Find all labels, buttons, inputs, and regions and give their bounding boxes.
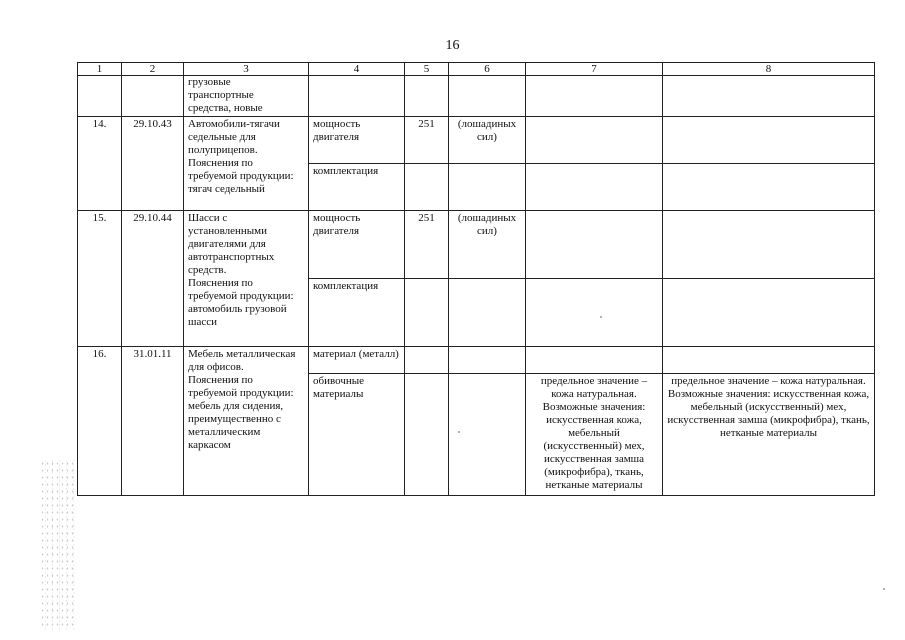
characteristic-name: обивочные материалы xyxy=(309,374,405,496)
table-row xyxy=(78,347,875,374)
cell-empty xyxy=(663,279,875,347)
cell-empty xyxy=(405,164,449,211)
column-number: 2 xyxy=(122,63,184,76)
unit-name: (лошадиных сил) xyxy=(449,211,526,279)
column-number: 6 xyxy=(449,63,526,76)
desc-line: средства, новые xyxy=(188,102,263,114)
unit-code: 251 xyxy=(405,211,449,279)
desc-paragraph: Пояснения по требуемой продукции: мебель для сидения, преимущественно с металлическим каркасом xyxy=(188,374,294,451)
table-row xyxy=(78,211,875,279)
cell-empty xyxy=(526,211,663,279)
cell-empty xyxy=(663,117,875,164)
characteristic-name: комплектация xyxy=(309,164,405,211)
table-row xyxy=(78,76,875,117)
cell-empty xyxy=(405,374,449,496)
column-number: 5 xyxy=(405,63,449,76)
desc-paragraph: Пояснения по требуемой продукции: автомобиль грузовой шасси xyxy=(188,277,294,328)
scan-speck xyxy=(883,588,885,590)
cell-empty xyxy=(449,374,526,496)
column-number: 8 xyxy=(663,63,875,76)
characteristic-name: мощность двигателя xyxy=(309,211,405,279)
cell-empty xyxy=(405,279,449,347)
continuation-description xyxy=(184,76,309,117)
cell-empty xyxy=(663,347,875,374)
cell-empty xyxy=(663,211,875,279)
characteristic-name: материал (металл) xyxy=(309,347,405,374)
cell-empty xyxy=(405,347,449,374)
product-description xyxy=(184,347,309,496)
column-number: 3 xyxy=(184,63,309,76)
cell-empty xyxy=(526,76,663,117)
limit-value-col7: предельное значение – кожа натуральная. Возможные значения: искусственная кожа, мебельный (искусственный) мех, искусственная замша (микрофибра), ткань, нетканые материалы xyxy=(526,374,663,496)
okpd-code: 31.01.11 xyxy=(122,347,184,496)
cell-empty xyxy=(526,347,663,374)
cell-empty xyxy=(526,164,663,211)
desc-line: транспортные xyxy=(188,89,254,101)
column-number: 1 xyxy=(78,63,122,76)
cell-empty xyxy=(526,117,663,164)
characteristic-name: комплектация xyxy=(309,279,405,347)
cell-empty xyxy=(663,164,875,211)
cell-empty xyxy=(449,279,526,347)
cell-empty xyxy=(78,76,122,117)
characteristic-name: мощность двигателя xyxy=(309,117,405,164)
desc-line: грузовые xyxy=(188,76,231,88)
unit-code: 251 xyxy=(405,117,449,164)
cell-empty xyxy=(309,76,405,117)
cell-empty xyxy=(449,76,526,117)
cell-empty xyxy=(449,164,526,211)
product-description xyxy=(184,117,309,211)
product-description xyxy=(184,211,309,347)
cell-empty xyxy=(526,279,663,347)
unit-name: (лошадиных сил) xyxy=(449,117,526,164)
desc-paragraph: Автомобили-тягачи седельные для полуприцепов. xyxy=(188,118,280,156)
okpd-code: 29.10.43 xyxy=(122,117,184,211)
cell-empty xyxy=(405,76,449,117)
cell-empty xyxy=(449,347,526,374)
row-number: 16. xyxy=(78,347,122,496)
scan-speck xyxy=(600,316,602,318)
column-number-row xyxy=(78,63,875,76)
column-number: 7 xyxy=(526,63,663,76)
limit-value-col8: предельное значение – кожа натуральная. Возможные значения: искусственная кожа, мебельный (искусственный) мех, искусственная замша (микрофибра), ткань, нетканые материалы xyxy=(663,374,875,496)
row-number: 14. xyxy=(78,117,122,211)
cell-empty xyxy=(122,76,184,117)
row-number: 15. xyxy=(78,211,122,347)
okpd-code: 29.10.44 xyxy=(122,211,184,347)
cell-empty xyxy=(663,76,875,117)
table-row xyxy=(78,117,875,164)
scan-speck xyxy=(458,431,460,433)
requirements-table xyxy=(77,62,875,496)
column-number: 4 xyxy=(309,63,405,76)
scan-noise xyxy=(40,460,76,630)
page-number: 16 xyxy=(445,38,460,53)
desc-paragraph: Шасси с установленными двигателями для автотранспортных средств. xyxy=(188,212,275,276)
desc-paragraph: Мебель металлическая для офисов. xyxy=(188,348,296,373)
desc-paragraph: Пояснения по требуемой продукции: тягач седельный xyxy=(188,157,294,195)
